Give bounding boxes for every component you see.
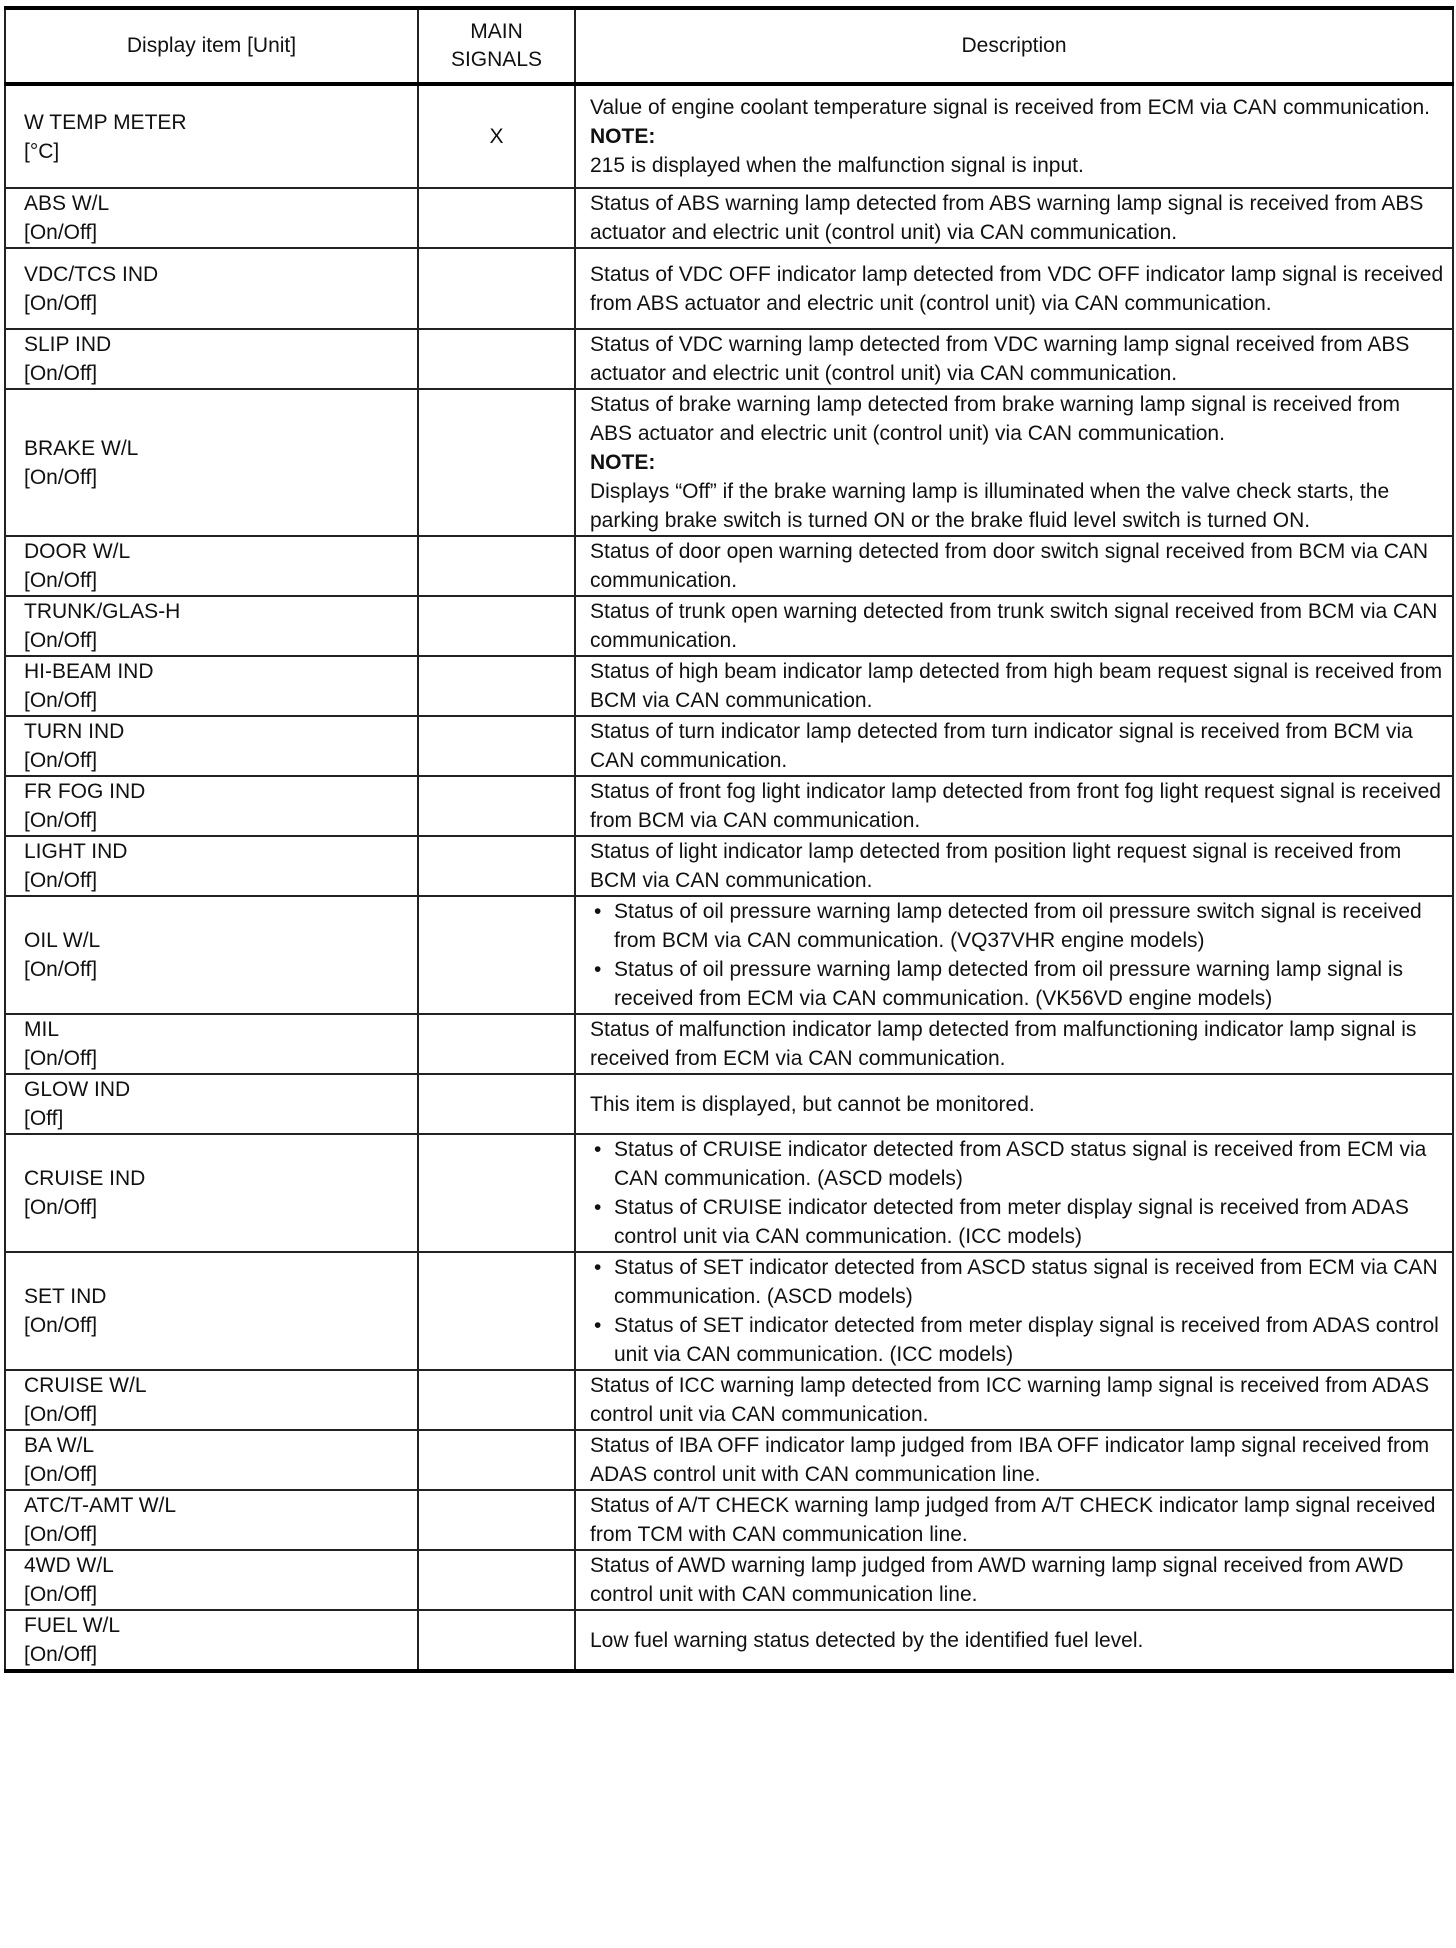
description-cell [575,329,1453,389]
main-signals-cell [418,776,575,836]
table-row [5,1074,1453,1134]
display-item-unit: [On/Off] [24,1583,98,1606]
main-signals-cell [418,84,575,188]
table-row [5,248,1453,329]
table-row [5,1430,1453,1490]
header-display-item [5,8,418,84]
display-item-cell [5,1550,418,1610]
display-item-cell [5,836,418,896]
display-item-name: ABS W/L [24,192,110,215]
description-bullet-item [590,1193,1444,1251]
display-item-cell [5,1370,418,1430]
display-item-name: CRUISE IND [24,1167,146,1190]
description-bullet-list [590,1135,1444,1251]
main-signals-cell [418,536,575,596]
bullet-dot-icon: • [594,958,602,981]
display-item-cell [5,84,418,188]
description-text: Status of trunk open warning detected from trunk switch signal received from BCM via CAN communication. [590,600,1438,652]
description-text: Status of turn indicator lamp detected from turn indicator signal is received from BCM via CAN communication. [590,720,1413,772]
bullet-dot-icon: • [594,1196,602,1219]
description-bullet-item [590,1253,1444,1311]
display-item-cell [5,389,418,536]
note-label: NOTE: [590,125,656,148]
table-header [5,8,1453,84]
description-cell [575,1610,1453,1671]
display-item-unit: [On/Off] [24,1196,98,1219]
display-item-name: W TEMP METER [24,110,187,134]
description-cell [575,836,1453,896]
display-item-name: GLOW IND [24,1078,131,1101]
bullet-dot-icon: • [594,900,602,923]
display-item-unit: [°C] [24,139,60,163]
description-text: Value of engine coolant temperature signal is received from ECM via CAN communication. [590,96,1430,119]
display-item-name: 4WD W/L [24,1554,114,1577]
display-item-unit: [On/Off] [24,869,98,892]
description-cell [575,1252,1453,1370]
display-item-cell [5,248,418,329]
display-item-unit: [On/Off] [24,629,98,652]
header-main-line1: MAIN [470,20,523,43]
display-item-unit: [On/Off] [24,291,98,315]
description-text: Status of front fog light indicator lamp detected from front fog light request signal is received from BCM via CAN communication. [590,780,1441,832]
header-display-item-label: Display item [Unit] [126,34,297,57]
description-text: Status of malfunction indicator lamp detected from malfunctioning indicator lamp signal is received from ECM via CAN communication. [590,1018,1417,1070]
description-text: Low fuel warning status detected by the identified fuel level. [590,1628,1144,1652]
display-item-name: LIGHT IND [24,840,128,863]
table-row [5,1370,1453,1430]
description-cell [575,1074,1453,1134]
table-row [5,1610,1453,1671]
description-text: Status of VDC warning lamp detected from VDC warning lamp signal received from ABS actuator and electric unit (control unit) via CAN communication. [590,333,1410,385]
display-item-name: SET IND [24,1285,107,1308]
display-item-unit: [On/Off] [24,465,98,489]
display-item-cell [5,656,418,716]
description-text: Status of door open warning detected from door switch signal received from BCM via CAN communication. [590,540,1429,592]
description-text: Status of IBA OFF indicator lamp judged from IBA OFF indicator lamp signal received from ADAS control unit with CAN communication line. [590,1434,1430,1486]
table-row [5,1490,1453,1550]
description-cell [575,248,1453,329]
bullet-dot-icon: • [594,1256,602,1279]
display-item-cell [5,1074,418,1134]
display-item-name: FR FOG IND [24,780,146,803]
display-item-cell [5,896,418,1014]
description-text: This item is displayed, but cannot be monitored. [590,1092,1035,1116]
display-item-cell [5,776,418,836]
description-text: Status of ABS warning lamp detected from ABS warning lamp signal is received from ABS actuator and electric unit (control unit) via CAN communication. [590,192,1424,244]
main-signals-cell [418,1134,575,1252]
table-row [5,329,1453,389]
main-signal-mark: X [489,125,504,148]
display-item-unit: [On/Off] [24,1643,98,1666]
display-item-unit: [On/Off] [24,1523,98,1546]
description-bullet-item [590,1311,1444,1369]
table-row [5,776,1453,836]
display-item-name: MIL [24,1018,60,1041]
display-item-unit: [On/Off] [24,809,98,832]
main-signals-cell [418,1490,575,1550]
note-text: Displays “Off” if the brake warning lamp is illuminated when the valve check starts, the parking brake switch is turned ON or the brake fluid level switch is turned ON. [590,480,1390,532]
main-signals-cell [418,656,575,716]
main-signals-cell [418,836,575,896]
main-signals-cell [418,329,575,389]
table-row [5,656,1453,716]
description-cell [575,776,1453,836]
description-text: Status of high beam indicator lamp detected from high beam request signal is received from BCM via CAN communication. [590,660,1443,712]
table-row [5,84,1453,188]
table-row [5,1252,1453,1370]
bullet-text: Status of CRUISE indicator detected from meter display signal is received from ADAS control unit via CAN communication. (ICC models) [614,1196,1409,1248]
description-text: Status of ICC warning lamp detected from ICC warning lamp signal is received from ADAS control unit via CAN communication. [590,1374,1430,1426]
display-item-name: CRUISE W/L [24,1374,147,1397]
display-item-name: HI-BEAM IND [24,660,154,683]
main-signals-cell [418,1252,575,1370]
display-item-name: OIL W/L [24,929,101,952]
description-bullet-list [590,897,1444,1013]
description-cell [575,1490,1453,1550]
description-bullet-item [590,897,1444,955]
display-item-cell [5,188,418,248]
display-item-name: BA W/L [24,1434,95,1457]
bullet-text: Status of CRUISE indicator detected from ASCD status signal is received from ECM via CAN communication. (ASCD models) [614,1138,1427,1190]
display-item-cell [5,1490,418,1550]
description-cell [575,1014,1453,1074]
header-description [575,8,1453,84]
description-text: Status of AWD warning lamp judged from AWD warning lamp signal received from AWD control unit with CAN communication line. [590,1554,1404,1606]
header-row [5,8,1453,84]
main-signals-cell [418,248,575,329]
main-signals-cell [418,716,575,776]
main-signals-cell [418,896,575,1014]
description-cell [575,1430,1453,1490]
display-item-unit: [Off] [24,1107,64,1130]
description-bullet-item [590,1135,1444,1193]
display-item-cell [5,329,418,389]
description-bullet-item [590,955,1444,1013]
description-cell [575,84,1453,188]
display-item-unit: [On/Off] [24,221,98,244]
description-cell [575,536,1453,596]
description-cell [575,389,1453,536]
main-signals-cell [418,389,575,536]
display-item-name: SLIP IND [24,333,112,356]
display-item-cell [5,716,418,776]
description-cell [575,1370,1453,1430]
header-description-label: Description [961,34,1067,57]
display-item-unit: [On/Off] [24,362,98,385]
description-cell [575,188,1453,248]
description-cell [575,896,1453,1014]
display-item-cell [5,1014,418,1074]
note-label: NOTE: [590,451,656,474]
bullet-dot-icon: • [594,1138,602,1161]
description-text: Status of brake warning lamp detected from brake warning lamp signal is received from ABS actuator and electric unit (control unit) via CAN communication. [590,393,1401,445]
display-item-name: ATC/T-AMT W/L [24,1494,177,1517]
header-main-line2: SIGNALS [450,48,543,71]
display-item-cell [5,1430,418,1490]
display-item-cell [5,1252,418,1370]
bullet-text: Status of oil pressure warning lamp detected from oil pressure warning lamp signal is received from ECM via CAN communication. (VK56VD engine models) [614,958,1404,1010]
table-row [5,596,1453,656]
display-item-name: BRAKE W/L [24,436,139,460]
display-item-name: VDC/TCS IND [24,262,159,286]
display-item-name: DOOR W/L [24,540,131,563]
description-cell [575,1134,1453,1252]
description-cell [575,596,1453,656]
table-row [5,536,1453,596]
display-item-cell [5,1134,418,1252]
bullet-text: Status of oil pressure warning lamp detected from oil pressure switch signal is received from BCM via CAN communication. (VQ37VHR engine models) [614,900,1422,952]
description-text: Status of VDC OFF indicator lamp detected from VDC OFF indicator lamp signal is received from ABS actuator and electric unit (control unit) via CAN communication. [590,262,1444,315]
description-cell [575,1550,1453,1610]
bullet-text: Status of SET indicator detected from ASCD status signal is received from ECM via CAN communication. (ASCD models) [614,1256,1438,1308]
display-item-unit: [On/Off] [24,569,98,592]
display-item-name: FUEL W/L [24,1614,121,1637]
display-item-unit: [On/Off] [24,958,98,981]
description-cell [575,716,1453,776]
main-signals-cell [418,1430,575,1490]
table-row [5,836,1453,896]
display-item-cell [5,1610,418,1671]
table-row [5,188,1453,248]
main-signals-cell [418,596,575,656]
bullet-dot-icon: • [594,1314,602,1337]
display-item-name: TRUNK/GLAS-H [24,600,181,623]
table-row [5,716,1453,776]
table-row [5,1014,1453,1074]
main-signals-cell [418,188,575,248]
display-item-unit: [On/Off] [24,1463,98,1486]
display-item-cell [5,536,418,596]
table-row [5,1134,1453,1252]
table-row [5,1550,1453,1610]
main-signals-cell [418,1550,575,1610]
table-body [5,84,1453,1671]
main-signals-cell [418,1014,575,1074]
table-row [5,389,1453,536]
display-item-unit: [On/Off] [24,1314,98,1337]
main-signals-cell [418,1074,575,1134]
description-cell [575,656,1453,716]
description-text: Status of light indicator lamp detected from position light request signal is received from BCM via CAN communication. [590,840,1402,892]
table-row [5,896,1453,1014]
display-item-table [4,6,1454,1673]
display-item-unit: [On/Off] [24,749,98,772]
header-main-signals [418,8,575,84]
display-item-unit: [On/Off] [24,689,98,712]
display-item-cell [5,596,418,656]
bullet-text: Status of SET indicator detected from meter display signal is received from ADAS control unit via CAN communication. (ICC models) [614,1314,1439,1366]
display-item-unit: [On/Off] [24,1403,98,1426]
display-item-name: TURN IND [24,720,125,743]
description-bullet-list [590,1253,1444,1369]
display-item-unit: [On/Off] [24,1047,98,1070]
main-signals-cell [418,1370,575,1430]
note-text: 215 is displayed when the malfunction signal is input. [590,154,1084,177]
main-signals-cell [418,1610,575,1671]
description-text: Status of A/T CHECK warning lamp judged from A/T CHECK indicator lamp signal received from TCM with CAN communication line. [590,1494,1436,1546]
